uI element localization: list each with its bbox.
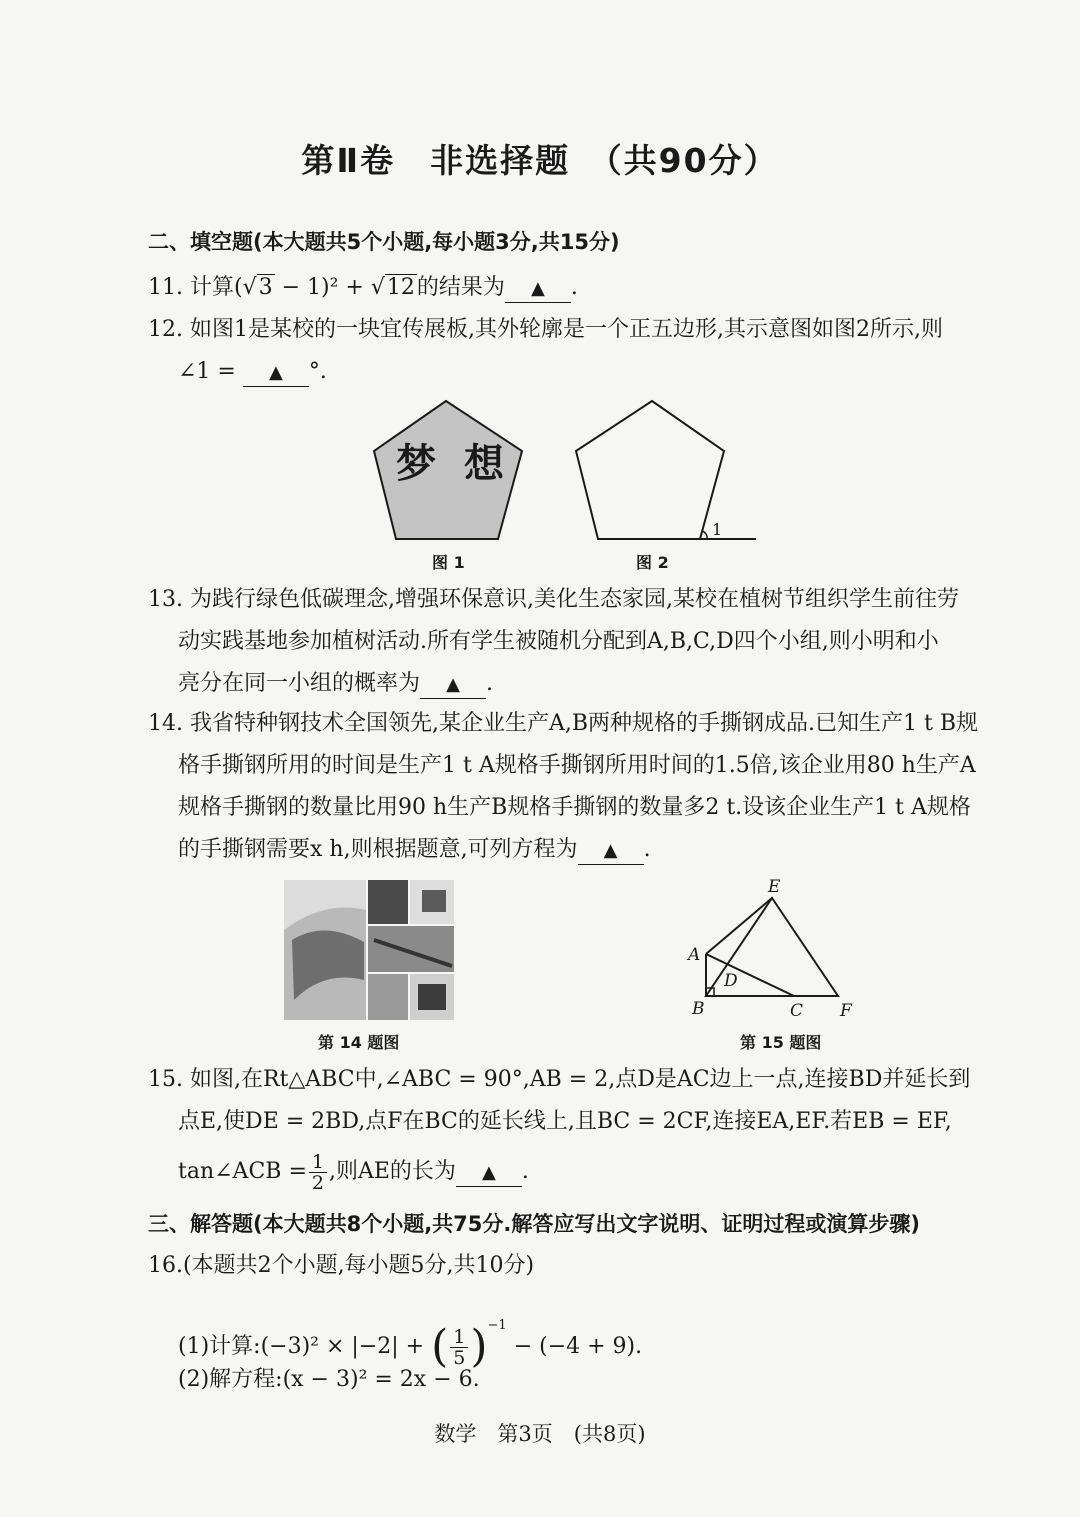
- section-3-header: 三、解答题(本大题共8个小题,共75分.解答应写出文字说明、证明过程或演算步骤): [148, 1212, 920, 1236]
- question-15-line1: 15. 如图,在Rt△ABC中,∠ABC = 90°,AB = 2,点D是AC边上一点,连接BD并延长到: [148, 1067, 971, 1092]
- fig15-label-e: E: [768, 878, 781, 897]
- photo-tile-3: [368, 926, 454, 972]
- fig2-caption: 图 2: [636, 553, 669, 572]
- page-title: 第Ⅱ卷 非选择题 （共90分）: [301, 141, 779, 180]
- fig15-label-d: D: [724, 971, 738, 991]
- q11-prefix: 11. 计算(: [148, 275, 243, 300]
- photo-tile-4: [368, 974, 408, 1020]
- photo-tile-1: [368, 880, 408, 924]
- page-footer: 数学 第3页 (共8页): [434, 1422, 646, 1446]
- sqrt-3: √3: [242, 275, 273, 300]
- question-13-line1: 13. 为践行绿色低碳理念,增强环保意识,美化生态家园,某校在植树节组织学生前往劳: [148, 587, 959, 612]
- section-2-header: 二、填空题(本大题共5个小题,每小题3分,共15分): [148, 230, 620, 254]
- question-12-line2: ∠1 = ▲ °.: [178, 356, 327, 388]
- question-11: 11. 计算(√3 − 1)² + √12的结果为 ▲ .: [148, 272, 578, 304]
- fig1-caption: 图 1: [432, 553, 465, 572]
- exponent-minus-one: −1: [487, 1318, 507, 1333]
- q11-suffix: 的结果为: [416, 275, 505, 300]
- answer-blank-13[interactable]: ▲: [420, 672, 486, 699]
- question-14-line4: 的手撕钢需要x h,则根据题意,可列方程为 ▲ .: [178, 834, 651, 866]
- fig15-label-f: F: [840, 1001, 852, 1021]
- fig15-label-b: B: [692, 999, 705, 1019]
- question-13-line3: 亮分在同一小组的概率为 ▲ .: [178, 668, 493, 700]
- question-15-line2: 点E,使DE = 2BD,点F在BC的延长线上,且BC = 2CF,连接EA,EF.若EB = EF,: [178, 1109, 952, 1134]
- fig15-caption: 第 15 题图: [740, 1033, 822, 1052]
- question-16-header: 16.(本题共2个小题,每小题5分,共10分): [148, 1253, 535, 1278]
- fig14-caption: 第 14 题图: [318, 1033, 400, 1052]
- answer-blank-11[interactable]: ▲: [505, 276, 571, 303]
- question-13-line2: 动实践基地参加植树活动.所有学生被随机分配到A,B,C,D四个小组,则小明和小: [178, 629, 939, 654]
- fig2-pentagon: [576, 401, 724, 539]
- answer-blank-15[interactable]: ▲: [456, 1160, 522, 1187]
- fraction-one-fifth: $\frac{1}{5}$: [450, 1327, 468, 1368]
- fig2-angle-label: 1: [712, 520, 723, 539]
- question-16-part1: (1)计算:(−3)² × |−2| + ( $\frac{1}{5}$ )$^{-1}$ − (−4 + 9).: [178, 1318, 643, 1372]
- question-12-line1: 12. 如图1是某校的一块宜传展板,其外轮廓是一个正五边形,其示意图如图2所示,则: [148, 317, 943, 342]
- figure-12: [370, 395, 770, 550]
- answer-blank-12[interactable]: ▲: [243, 360, 309, 387]
- sqrt-12: √12: [370, 275, 415, 300]
- fig15-label-c: C: [790, 1001, 804, 1021]
- question-14-line3: 规格手撕钢的数量比用90 h生产B规格手撕钢的数量多2 t.设该企业生产1 t A规格: [178, 795, 971, 820]
- question-14-line2: 格手撕钢所用的时间是生产1 t A规格手撕钢所用时间的1.5倍,该企业用80 h生产A: [178, 753, 976, 778]
- answer-blank-14[interactable]: ▲: [578, 838, 644, 865]
- figure-14-photo: [284, 880, 454, 1020]
- fig1-char-xiang: 想: [464, 441, 504, 487]
- fig1-char-meng: 梦: [396, 441, 436, 487]
- question-15-line3: tan∠ACB = $\frac{1}{2}$ ,则AE的长为 ▲ .: [178, 1150, 529, 1194]
- figure-15: [680, 878, 860, 1023]
- question-16-part2: (2)解方程:(x − 3)² = 2x − 6.: [178, 1367, 480, 1392]
- fig15-label-a: A: [688, 945, 701, 965]
- q11-mid: − 1)² +: [274, 275, 371, 300]
- question-14-line1: 14. 我省特种钢技术全国领先,某企业生产A,B两种规格的手撕钢成品.已知生产1 t B规: [148, 711, 979, 736]
- fraction-one-half: $\frac{1}{2}$: [309, 1152, 327, 1193]
